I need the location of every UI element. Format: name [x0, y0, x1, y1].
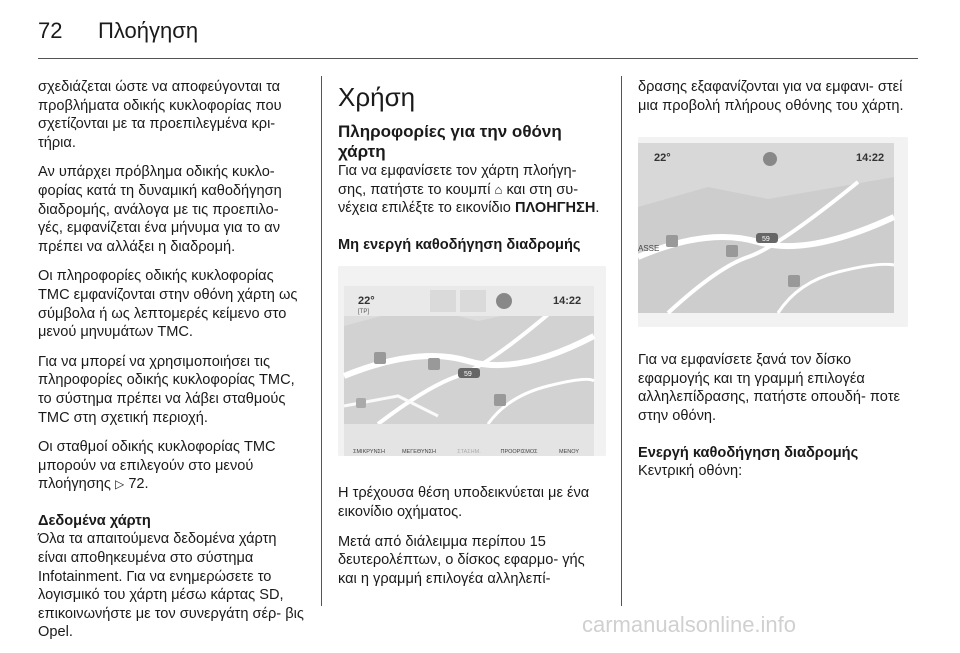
fullscreen-map-image — [638, 137, 908, 327]
paragraph: Αν υπάρχει πρόβλημα οδικής κυκλο- φορίας κατά τη δυναμική καθοδήγηση διαδρομής, ανάλογα με τις προεπιλο- γές, εμφανίζεται ένα μήνυμα για το αν πρέπει να αλλάξει η διαδρομή. — [38, 164, 282, 255]
label-active-guidance: Ενεργή καθοδήγηση διαδρομής — [638, 444, 859, 461]
time-readout: 14:22 — [856, 152, 885, 165]
label-inactive-guidance: Μη ενεργή καθοδήγηση διαδρομής — [338, 236, 581, 253]
route-badge: 59 — [762, 236, 770, 244]
destination-button[interactable]: ΠΡΟΟΡΙΣΜΟΣ — [500, 449, 538, 456]
stop-button[interactable]: ΣΤΑΣΗΜ. — [457, 449, 481, 456]
paragraph: Για να μπορεί να χρησιμοποιήσει τις πληροφορίες οδικής κυκλοφορίας TMC, το σύστημα πρέπει να λάβει σταθμούς TMC στη σχετική περιοχή. — [38, 353, 295, 426]
paragraph-text: Οι σταθμοί οδικής κυκλοφορίας TMC μπορούν να επιλεγούν στο μενού πλοήγησης — [38, 439, 276, 493]
watermark: carmanualsonline.info — [582, 612, 797, 637]
column-divider — [321, 76, 322, 606]
paragraph: Κεντρική οθόνη: — [638, 463, 743, 480]
zoom-out-button[interactable]: ΣΜΙΚΡΥΝΣΗ — [353, 449, 385, 456]
column-1 — [38, 78, 306, 653]
paragraph: Η τρέχουσα θέση υποδεικνύεται με ένα εικονίδιο οχήματος. — [338, 485, 590, 520]
menu-button[interactable]: ΜΕΝΟΥ — [559, 449, 579, 456]
subsection-heading: Πληροφορίες για την οθόνη χάρτη — [338, 122, 562, 161]
home-button-icon: ⌂ — [494, 181, 503, 197]
page-title: Πλοήγηση — [98, 18, 199, 43]
column-3 — [638, 78, 908, 492]
map-screen-image — [338, 266, 606, 456]
page-reference-link[interactable]: 72. — [128, 476, 149, 493]
cross-reference-icon: ▷ — [115, 477, 125, 492]
paragraph: δρασης εξαφανίζονται για να εμφανι- στεί μια προβολή πλήρους οθόνης του χάρτη. — [638, 79, 904, 114]
column-divider — [621, 76, 622, 606]
temperature-readout: 22° — [654, 152, 671, 165]
paragraph: Μετά από διάλειμμα περίπου 15 δευτερολέπτων, ο δίσκος εφαρμο- γής και η γραμμή επιλογέα αλληλεπί- — [338, 533, 585, 587]
paragraph — [338, 162, 606, 218]
paragraph: σχεδιάζεται ώστε να αποφεύγονται τα προβλήματα οδικής κυκλοφορίας που σχετίζονται με τα προεπιλεγμένα κρι- τήρια. — [38, 79, 282, 151]
paragraph-text: . — [595, 200, 600, 217]
navigation-label: ΠΛΟΗΓΗΣΗ — [514, 200, 596, 217]
column-2 — [338, 78, 606, 599]
paragraph: Οι πληροφορίες οδικής κυκλοφορίας TMC εμφανίζονται στην οθόνη χάρτη ως σύμβολα ή ως λεπτομερές κείμενο στο μενού μηνυμάτων TMC. — [38, 268, 298, 341]
paragraph-text: Για να εμφανίσετε τον χάρτη πλοήγη- σης, πατήστε το κουμπί — [338, 163, 577, 198]
route-badge: 59 — [464, 371, 472, 379]
time-readout: 14:22 — [553, 295, 582, 308]
temperature-readout: 22° — [358, 295, 375, 308]
section-heading: Χρήση — [338, 82, 416, 112]
sub-heading: Δεδομένα χάρτη — [38, 512, 151, 529]
paragraph: Όλα τα απαιτούμενα δεδομένα χάρτη είναι αποθηκευμένα στο σύστημα Infotainment. Για να ενημερώσετε το λογισμικό του χάρτη μέσω κάρτας SD, επικοινωνήστε με τον συνεργάτη σέρ- βις Opel. — [38, 531, 304, 641]
zoom-in-button[interactable]: ΜΕΓΕΘΥΝΣΗ — [401, 449, 437, 456]
header-rule — [38, 58, 918, 59]
paragraph-text: και στη συ- νέχεια επιλέξτε το εικονίδιο — [338, 181, 579, 217]
paragraph: Για να εμφανίσετε ξανά τον δίσκο εφαρμογής και τη γραμμή επιλογέα αλληλεπίδρασης, πατήστε οπουδή- ποτε στην οθόνη. — [638, 352, 900, 424]
map-button-bar — [344, 424, 594, 456]
paragraph — [38, 438, 306, 494]
page-number: 72 — [38, 18, 63, 43]
map-place-label: ASSE — [638, 244, 660, 254]
tp-indicator: [TP] — [358, 309, 370, 316]
fullscreen-map-svg — [638, 137, 908, 327]
